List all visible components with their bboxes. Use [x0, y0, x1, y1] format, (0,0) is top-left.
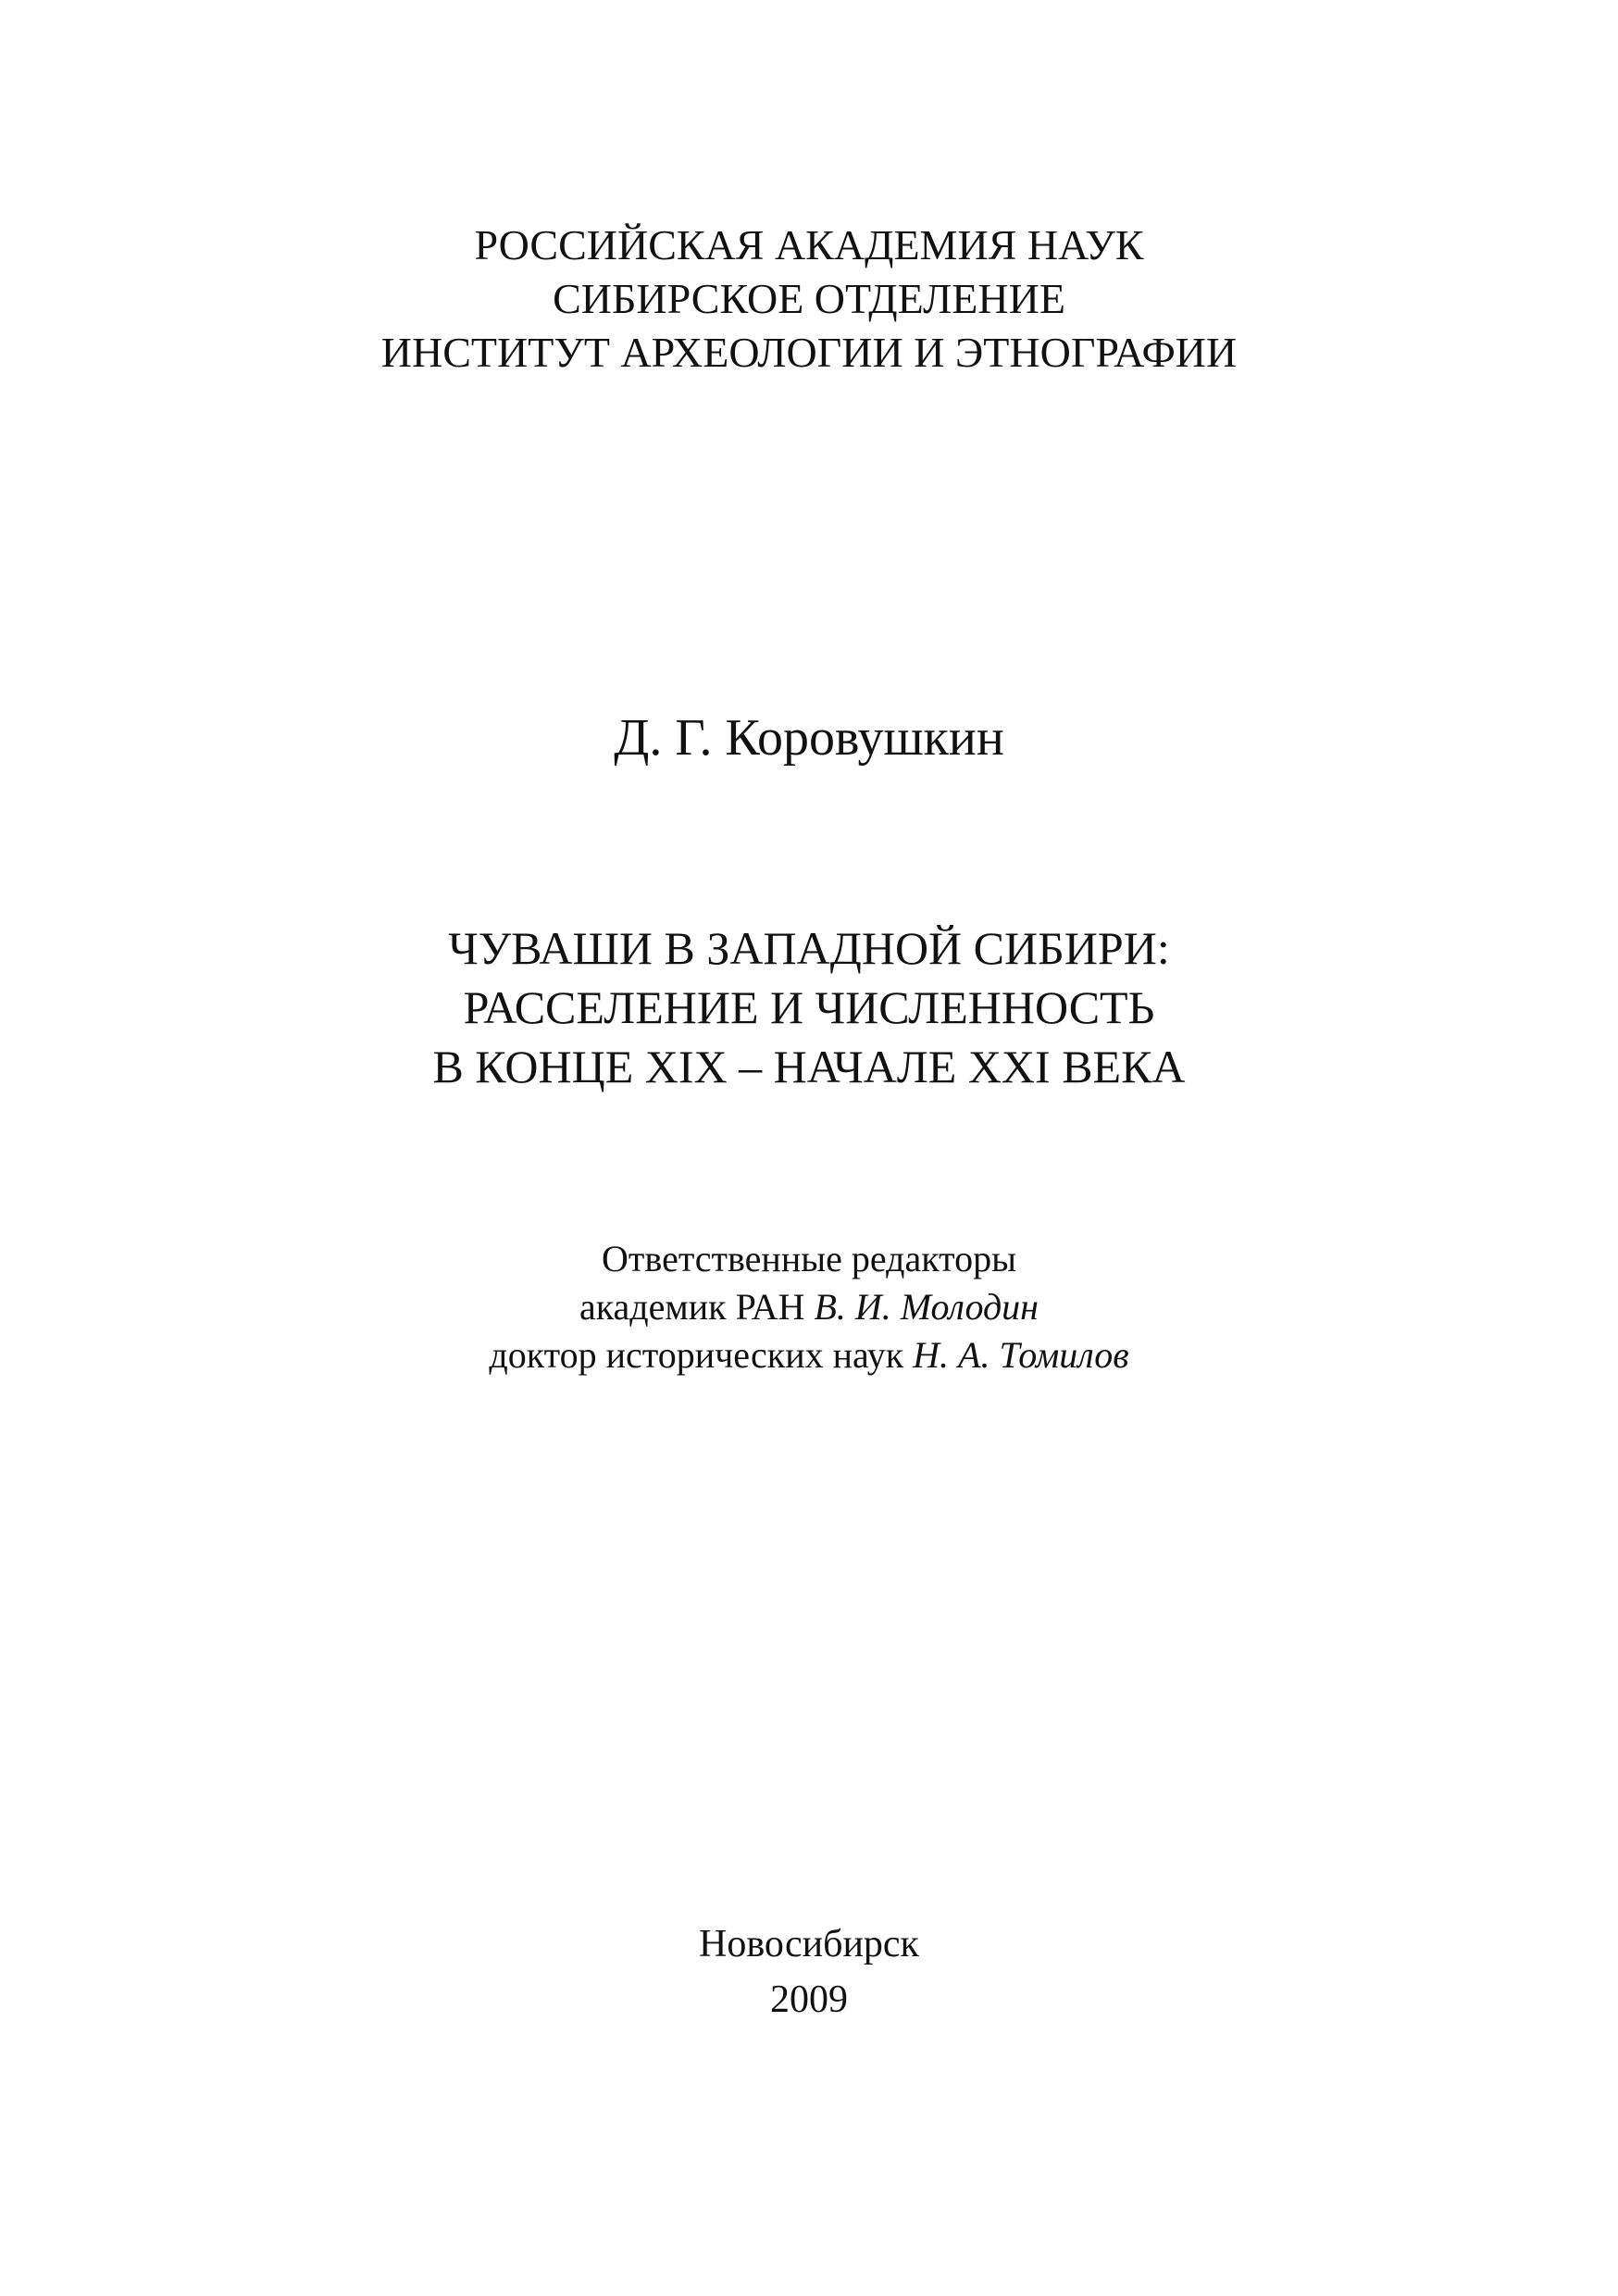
branch-name: СИБИРСКОЕ ОТДЕЛЕНИЕ	[553, 275, 1065, 322]
title-line-1: ЧУВАШИ В ЗАПАДНОЙ СИБИРИ:	[448, 922, 1170, 974]
author	[0, 705, 1618, 770]
editor-role: академик РАН	[579, 1286, 815, 1328]
title-line-3: В КОНЦЕ XIX – НАЧАЛЕ XXI ВЕКА	[432, 1041, 1186, 1092]
editor-line	[0, 1283, 1618, 1331]
editors-heading: Ответственные редакторы	[602, 1238, 1016, 1279]
publication-city: Новосибирск	[699, 1923, 919, 1965]
publication-year: 2009	[770, 1978, 848, 2021]
academy-name: РОССИЙСКАЯ АКАДЕМИЯ НАУК	[474, 221, 1144, 268]
editor-line	[0, 1331, 1618, 1379]
book-title	[0, 918, 1618, 1096]
editor-name: Н. А. Томилов	[913, 1334, 1129, 1376]
institution-header	[0, 218, 1618, 380]
author-name: Д. Г. Коровушкин	[614, 709, 1004, 767]
editors-block	[0, 1235, 1618, 1379]
imprint	[0, 1916, 1618, 2028]
editor-role: доктор исторических наук	[489, 1334, 914, 1376]
institute-name: ИНСТИТУТ АРХЕОЛОГИИ И ЭТНОГРАФИИ	[380, 329, 1238, 376]
title-line-2: РАССЕЛЕНИЕ И ЧИСЛЕННОСТЬ	[463, 981, 1155, 1033]
editor-name: В. И. Молодин	[814, 1286, 1039, 1328]
